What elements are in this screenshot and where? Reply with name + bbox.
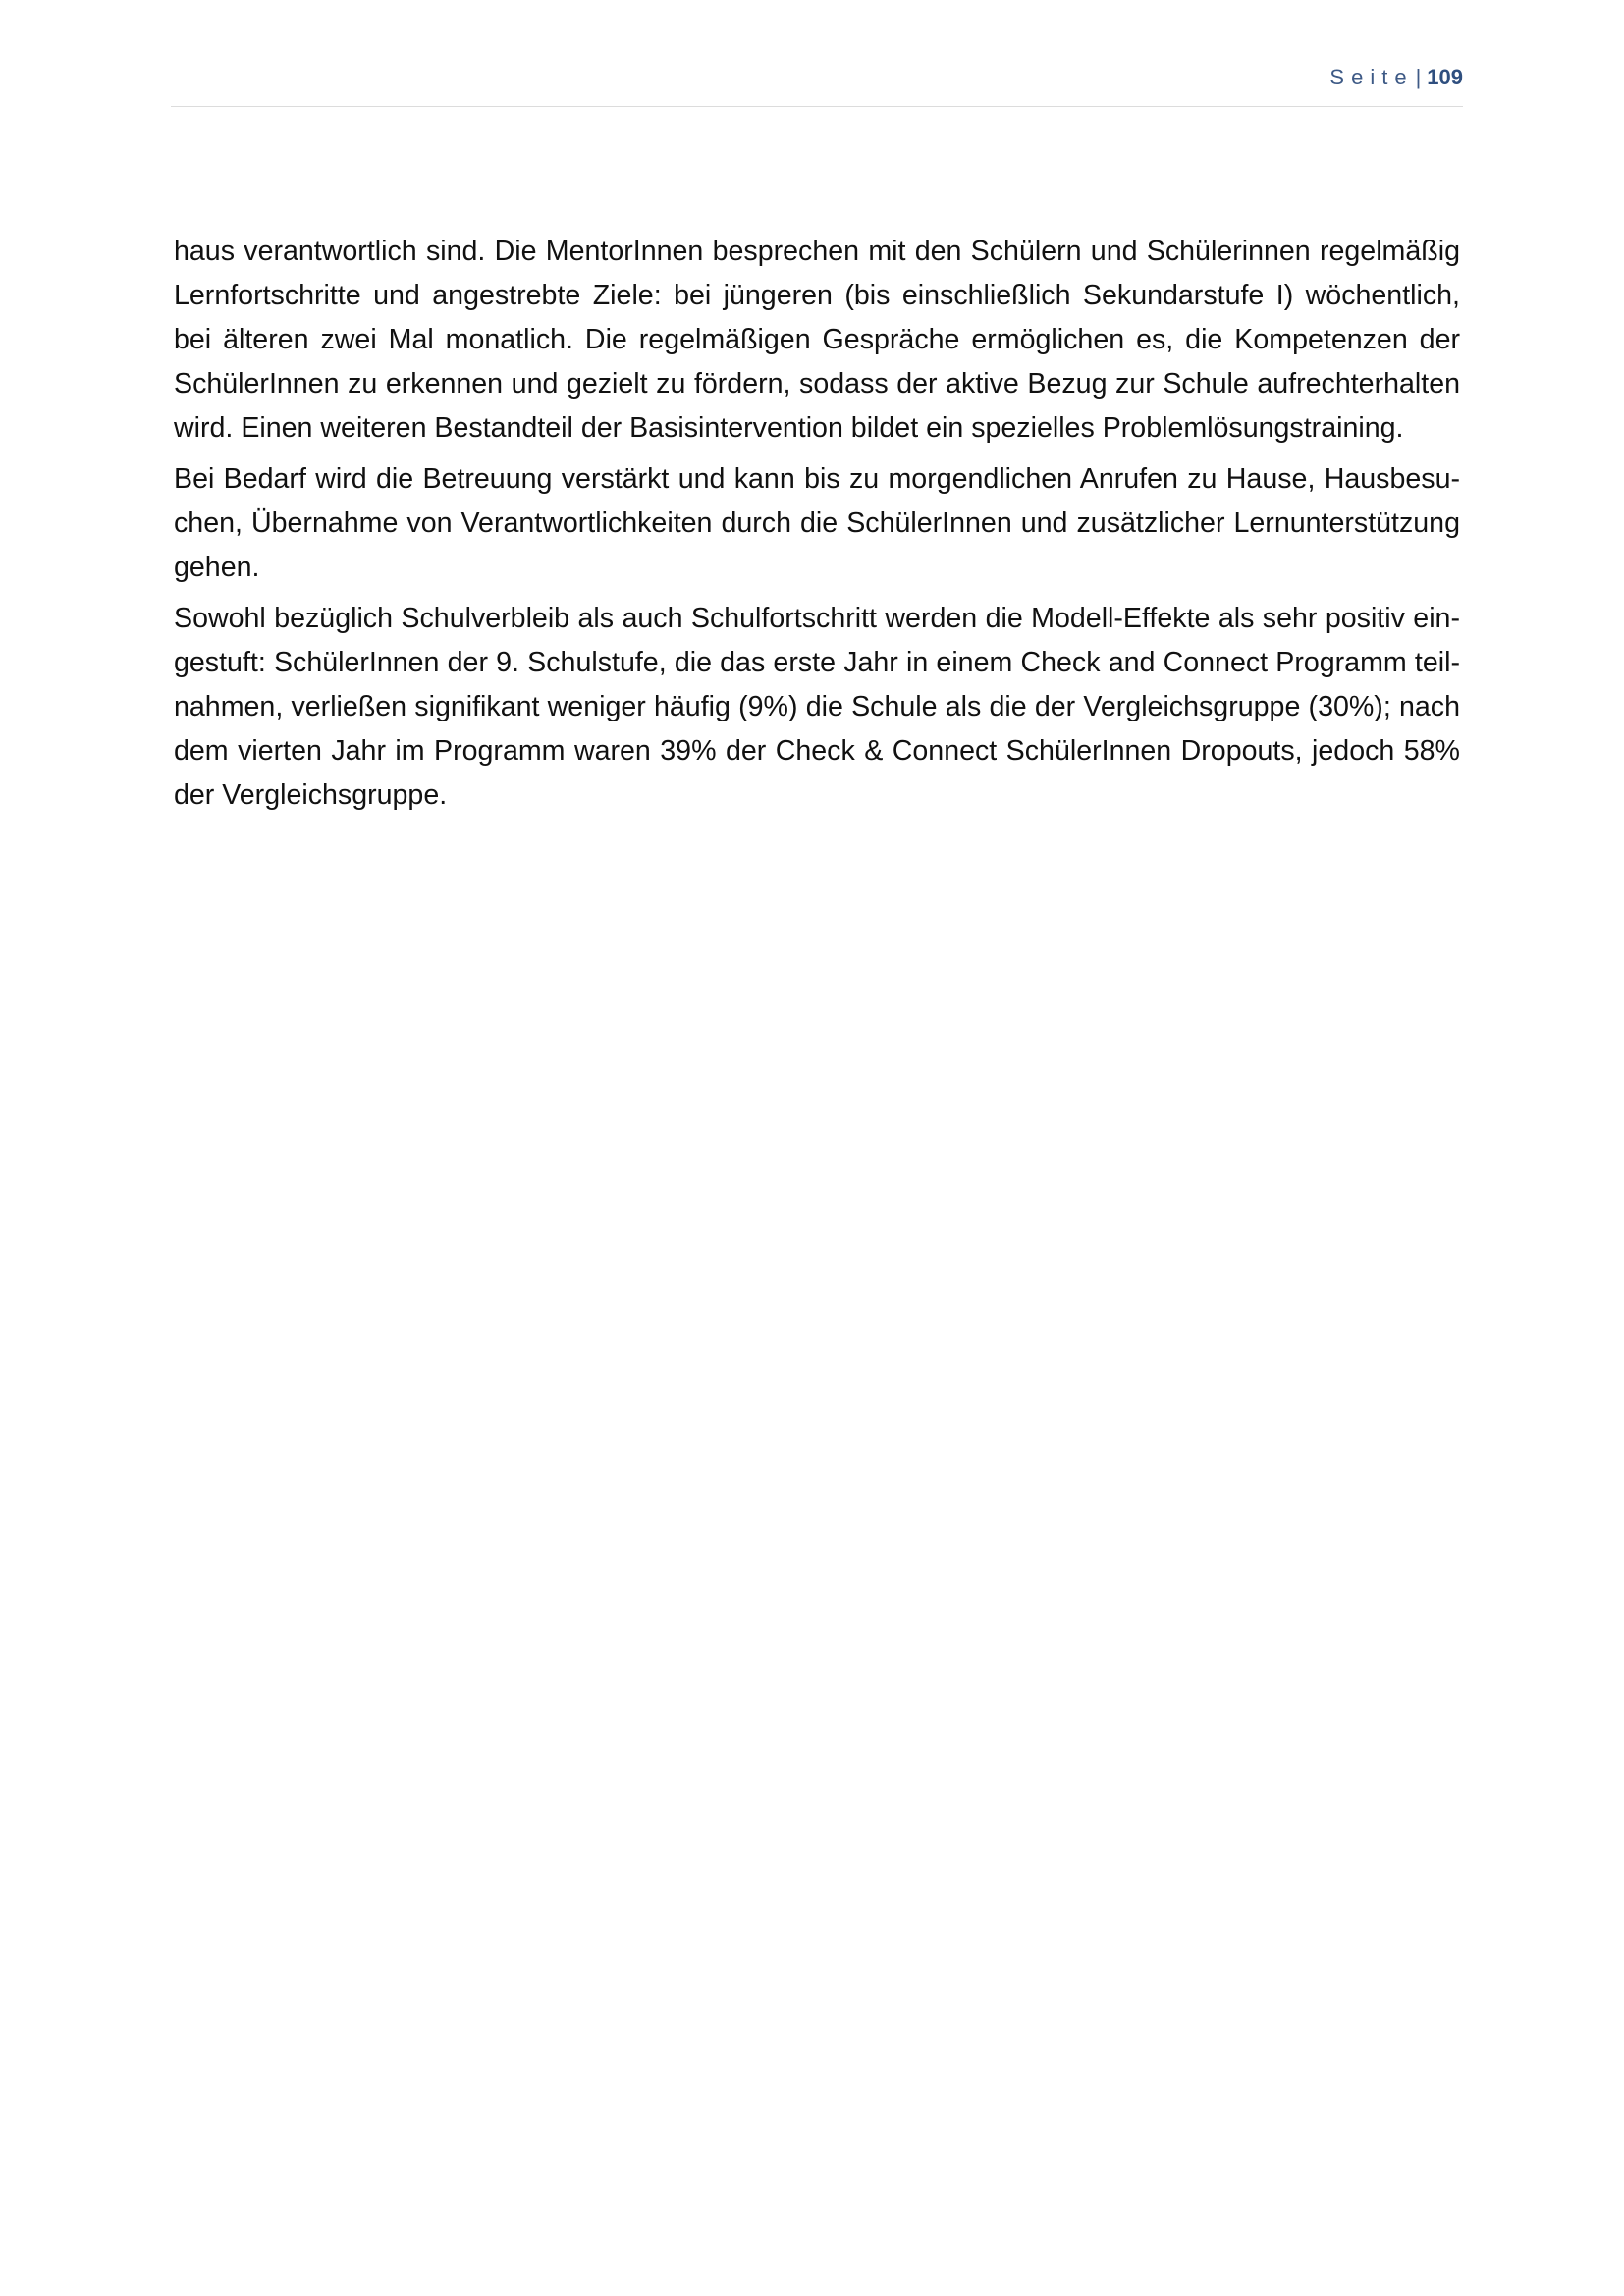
paragraph-3: Sowohl bezüglich Schulverbleib als auch Schulfortschritt werden die Modell-Effekte als sehr positiv eingestuft: SchülerInnen der 9. Schulstufe, die das erste Jahr in einem Check and Connect Programm teilnahmen, verließen signifikant weniger häufig (9%) die Schule als die der Vergleichsgruppe (30%); nach dem vierten Jahr im Programm waren 39% der Check & Connect SchülerInnen Dropouts, jedoch 58% der Vergleichsgruppe. xyxy=(174,603,1460,811)
page-number xyxy=(1329,65,1463,90)
page-header xyxy=(171,61,1463,107)
page-number-value: 109 xyxy=(1427,65,1463,89)
paragraph-1: haus verantwortlich sind. Die MentorInnen besprechen mit den Schülern und Schülerinnen regelmäßig Lernfortschritte und angestrebte Ziele: bei jüngeren (bis einschließlich Sekundarstufe I) wöchentlich, bei älteren zwei Mal monatlich. Die regelmäßigen Gespräche ermöglichen es, die Kompetenzen der SchülerInnen zu erkennen und gezielt zu fördern, sodass der aktive Bezug zur Schule aufrechterhalten wird. Einen weiteren Bestandteil der Basisintervention bildet ein spezielles Problemlösungstraining. xyxy=(174,236,1460,444)
body-text xyxy=(174,230,1460,825)
page-label: Seite xyxy=(1329,65,1414,89)
page-separator: | xyxy=(1415,65,1422,89)
paragraph-2: Bei Bedarf wird die Betreuung verstärkt und kann bis zu morgendlichen Anrufen zu Hause, Hausbesuchen, Übernahme von Verantwortlichkeiten durch die SchülerInnen und zusätzlicher Lernunterstützung gehen. xyxy=(174,463,1460,583)
